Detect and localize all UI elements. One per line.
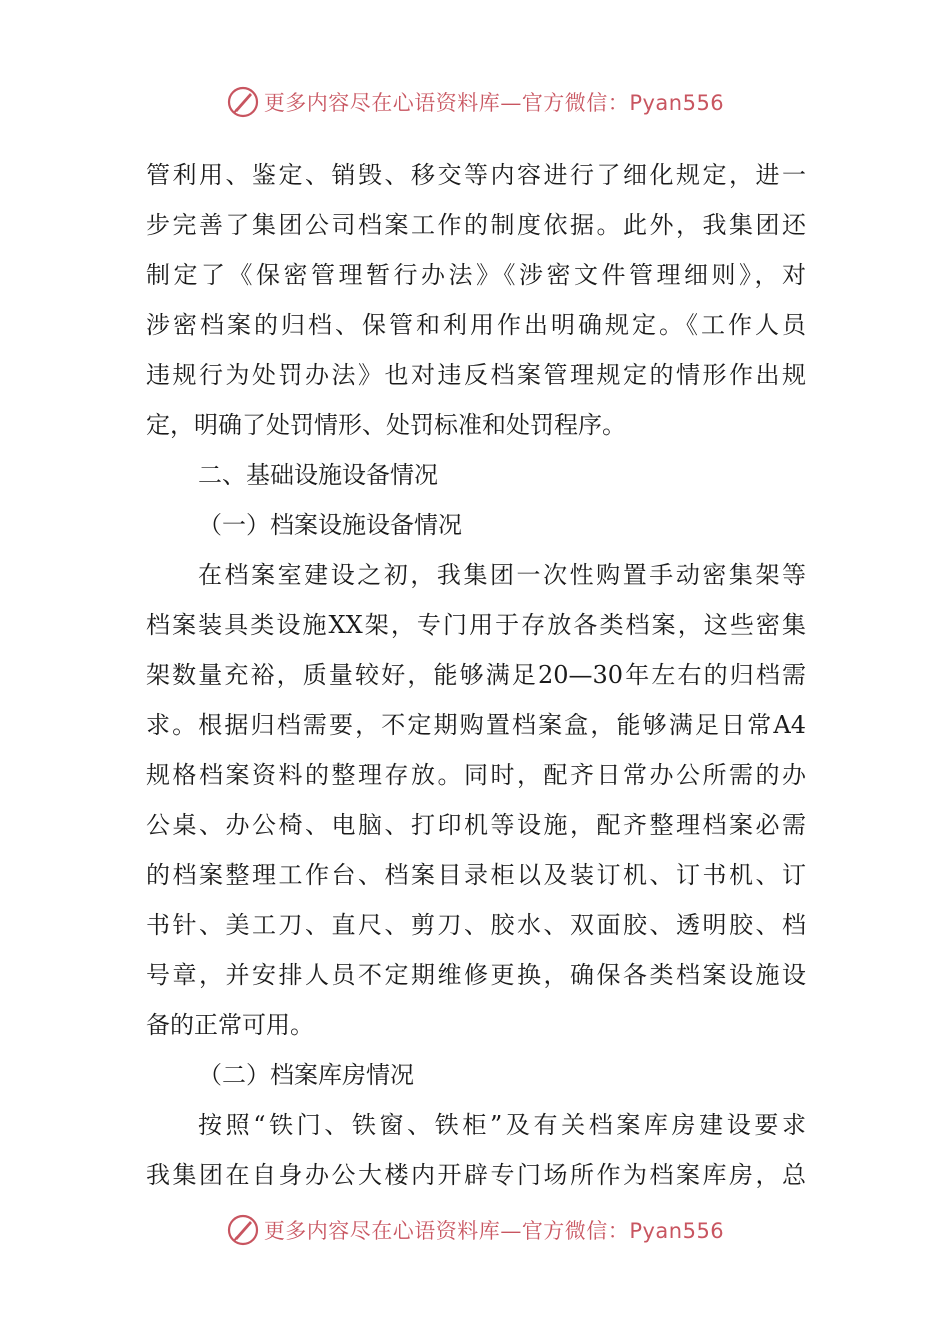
- body-line: 按照“铁门、铁窗、铁柜”及有关档案库房建设要求: [198, 1111, 806, 1139]
- body-line: 号章，并安排人员不定期维修更换，确保各类档案设施设: [146, 961, 806, 989]
- body-line: 书针、美工刀、直尺、剪刀、胶水、双面胶、透明胶、档: [146, 911, 806, 939]
- banner-main: 更多内容尽在心语资料库: [263, 91, 501, 115]
- body-line: 制定了《保密管理暂行办法》《涉密文件管理细则》，对: [146, 261, 806, 289]
- body-line: 公桌、办公椅、电脑、打印机等设施，配齐整理档案必需: [146, 811, 806, 839]
- section-heading: 二、基础设施设备情况: [198, 461, 438, 489]
- body-line: 求。根据归档需要，不定期购置档案盒，能够满足日常A4: [146, 711, 806, 739]
- banner-wechat-id: Pyan556: [629, 1219, 725, 1243]
- banner-text: [264, 1215, 724, 1245]
- body-line: 备的正常可用。: [146, 1011, 314, 1039]
- footer-banner: [0, 1210, 950, 1250]
- body-line: 涉密档案的归档、保管和利用作出明确规定。《工作人员: [146, 311, 806, 339]
- header-banner: [0, 82, 950, 122]
- banner-main: 更多内容尽在心语资料库: [263, 1219, 501, 1243]
- body-line: 违规行为处罚办法》也对违反档案管理规定的情形作出规: [146, 361, 806, 389]
- subsection-heading: （二）档案库房情况: [198, 1061, 414, 1089]
- banner-label: 官方微信：: [521, 1219, 630, 1243]
- body-line: 架数量充裕，质量较好，能够满足20—30年左右的归档需: [146, 661, 806, 689]
- subsection-heading: （一）档案设施设备情况: [198, 511, 462, 539]
- body-line: 定，明确了处罚情形、处罚标准和处罚程序。: [146, 411, 626, 439]
- banner-separator: —: [500, 1219, 522, 1243]
- body-line: 规格档案资料的整理存放。同时，配齐日常办公所需的办: [146, 761, 806, 789]
- banner-text: [264, 87, 724, 117]
- body-line: 的档案整理工作台、档案目录柜以及装订机、订书机、订: [146, 861, 806, 889]
- body-line: 在档案室建设之初，我集团一次性购置手动密集架等: [198, 561, 806, 589]
- banner-label: 官方微信：: [521, 91, 630, 115]
- body-line: 档案装具类设施XX架，专门用于存放各类档案，这些密集: [146, 611, 806, 639]
- body-line: 我集团在自身办公大楼内开辟专门场所作为档案库房，总: [146, 1161, 806, 1189]
- quill-logo-icon: [226, 1213, 260, 1247]
- quill-logo-icon: [226, 85, 260, 119]
- body-line: 步完善了集团公司档案工作的制度依据。此外，我集团还: [146, 211, 806, 239]
- body-line: 管利用、鉴定、销毁、移交等内容进行了细化规定，进一: [146, 161, 806, 189]
- banner-wechat-id: Pyan556: [629, 91, 725, 115]
- banner-separator: —: [500, 91, 522, 115]
- document-body: [146, 150, 806, 1200]
